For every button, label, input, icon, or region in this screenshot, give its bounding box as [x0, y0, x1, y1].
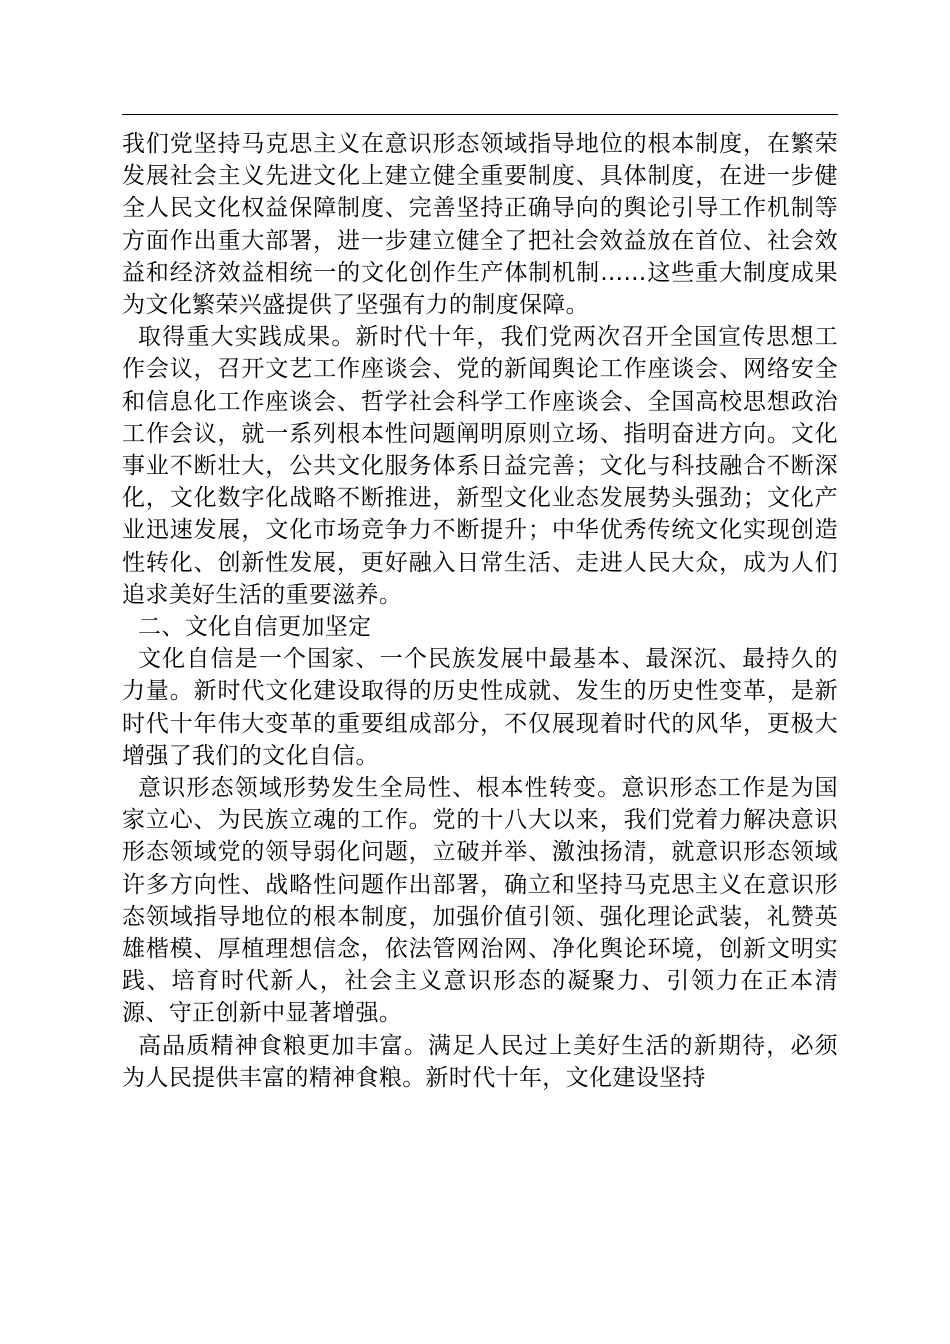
paragraph-ideology: 意识形态领域形势发生全局性、根本性转变。意识形态工作是为国家立心、为民族立魂的工作。党的十八大以来，我们党着力解决意识形态领域党的领导弱化问题，立破并举、激浊扬清，就意识形态领域许多方向性、战略性问题作出部署，确立和坚持马克思主义在意识形态领域指导地位的根本制度，加强价值引领、强化理论武装，礼赞英雄楷模、厚植理想信念，依法管网治网、净化舆论环境，创新文明实践、培育时代新人，社会主义意识形态的凝聚力、引领力在正本清源、守正创新中显著增强。	[122, 775, 838, 1027]
paragraph-cultural-confidence: 文化自信是一个国家、一个民族发展中最基本、最深沉、最持久的力量。新时代文化建设取得的历史性成就、发生的历史性变革，是新时代十年伟大变革的重要组成部分，不仅展现着时代的风华，更极大增强了我们的文化自信。	[122, 646, 838, 769]
header-rule	[122, 114, 838, 115]
paragraph-practice-results: 取得重大实践成果。新时代十年，我们党两次召开全国宣传思想工作会议，召开文艺工作座谈会、党的新闻舆论工作座谈会、网络安全和信息化工作座谈会、哲学社会科学工作座谈会、全国高校思想政治工作会议，就一系列根本性问题阐明原则立场、指明奋进方向。文化事业不断壮大，公共文化服务体系日益完善；文化与科技融合不断深化，文化数字化战略不断推进，新型文化业态发展势头强劲；文化产业迅速发展，文化市场竞争力不断提升；中华优秀传统文化实现创造性转化、创新性发展，更好融入日常生活、走进人民大众，成为人们追求美好生活的重要滋养。	[122, 324, 838, 608]
section-heading: 二、文化自信更加坚定	[138, 614, 372, 641]
body-text	[122, 128, 838, 1094]
paragraph-continued: 我们党坚持马克思主义在意识形态领域指导地位的根本制度，在繁荣发展社会主义先进文化上建立健全重要制度、具体制度，在进一步健全人民文化权益保障制度、完善坚持正确导向的舆论引导工作机制等方面作出重大部署，进一步建立健全了把社会效益放在首位、社会效益和经济效益相统一的文化创作生产体制机制……这些重大制度成果为文化繁荣兴盛提供了坚强有力的制度保障。	[122, 131, 838, 319]
paragraph-spiritual-food: 高品质精神食粮更加丰富。满足人民过上美好生活的新期待，必须为人民提供丰富的精神食粮。新时代十年，文化建设坚持	[122, 1032, 838, 1091]
